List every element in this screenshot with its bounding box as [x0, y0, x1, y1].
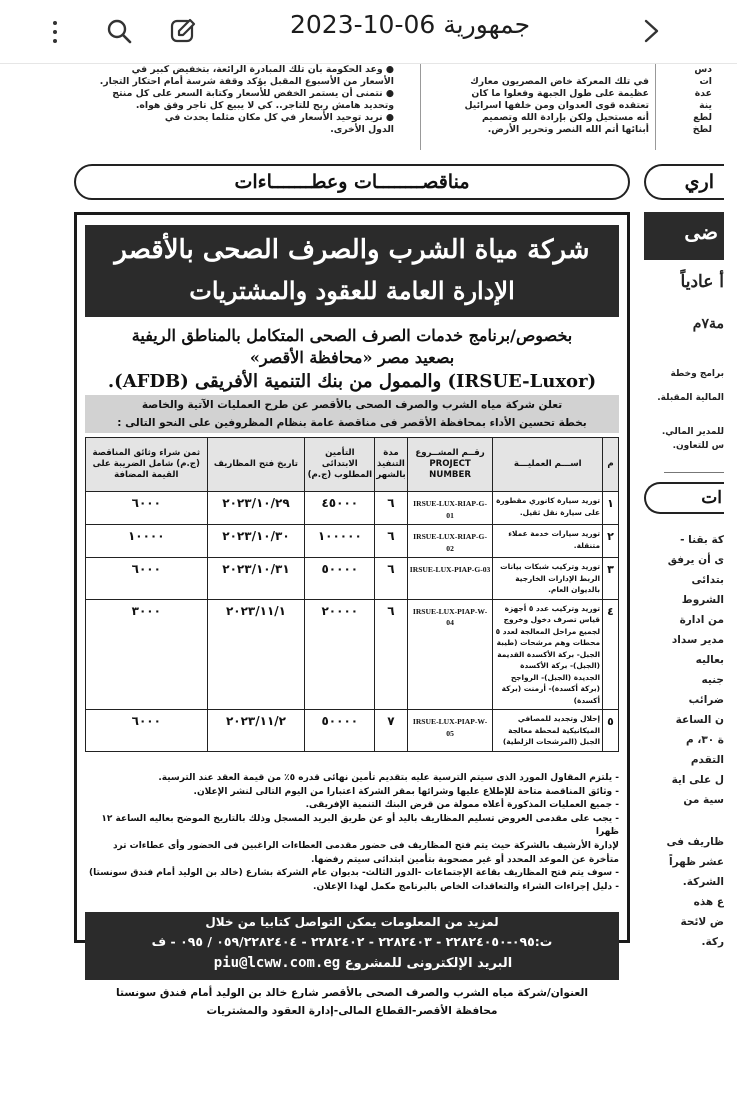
back-arrow-icon[interactable] — [636, 16, 666, 46]
table-cell: ١٠٠٠٠ — [86, 525, 208, 558]
more-vert-icon[interactable] — [48, 18, 62, 46]
right-line: المالية المقبلة. — [657, 393, 724, 403]
terms-item: - يجب على مقدمى العروض تسليم المظاريف باليد أو عن طريق البريد المسجل وذلك بالتاريخ الموضح بعاليه الساعة ١٢ ظهرا — [101, 813, 619, 838]
text-line: أبنائها أتم الله النصر وتحرير الأرض. — [487, 124, 649, 135]
right-body-line: مدير سداد — [671, 634, 724, 646]
email-link[interactable]: piu@lcww.com.eg — [213, 955, 341, 971]
column-header: رقــم المشــروع PROJECT NUMBER — [407, 438, 493, 492]
ad-subject — [85, 325, 619, 395]
right-body-line: ظاريف فى — [666, 836, 724, 848]
subject-line: بصعيد مصر «محافظة الأقصر» — [249, 348, 455, 367]
text-line: ات — [699, 76, 712, 87]
table-cell: ٥٠٠٠٠ — [305, 558, 375, 600]
column-header: اســـم العمليـــة — [493, 438, 603, 492]
right-body-line: ة ٣٠، م — [685, 734, 724, 746]
text-line: الأسعار من الأسبوع المقبل يؤكد وقفة شرسة أمام احتكار التجار. — [99, 76, 394, 87]
table-cell: ٧ — [375, 710, 407, 752]
table-row — [86, 599, 619, 710]
table-cell: ٣٠٠٠ — [86, 599, 208, 710]
table-cell: ٢٠٠٠٠ — [305, 599, 375, 710]
right-body-line: ركة. — [701, 936, 724, 948]
app-bar — [0, 0, 737, 64]
subject-line: بخصوص/برنامج خدمات الصرف الصحى المتكامل بالمناطق الريفية — [131, 326, 573, 345]
right-line: للمدير المالي. — [661, 427, 724, 437]
right-body-line: جنيه — [701, 674, 724, 686]
top-column-middle — [420, 64, 656, 150]
text-line: تعتقده قوى العدوان ومن خلفها اسرائيل — [464, 100, 649, 111]
table-cell: ٤٥٠٠٠ — [305, 492, 375, 525]
right-line: س للتعاون. — [672, 441, 724, 451]
address-line: محافظة الأقصر-القطاع المالى-إدارة العقود والمشتريات — [206, 1005, 498, 1017]
column-header: م — [603, 438, 619, 492]
table-cell: ٣ — [603, 558, 619, 600]
table-cell: ٢٠٢٣/١١/٢ — [207, 710, 305, 752]
table-cell: ٦٠٠٠ — [86, 492, 208, 525]
right-body-line: ى أن يرفق — [667, 554, 724, 566]
search-icon[interactable] — [104, 16, 134, 46]
table-cell: ٤ — [603, 599, 619, 710]
text-line: لطخ — [692, 124, 712, 135]
contact-heading: لمزيد من المعلومات يمكن التواصل كتابيا من خلال — [205, 915, 499, 929]
contact-box — [85, 912, 619, 980]
table-row — [86, 710, 619, 752]
company-name: شركة مياة الشرب والصرف الصحى بالأقصر — [114, 235, 590, 265]
contact-phones: ت:٠٩٥-٢٢٨٢٤٠٥٠ - ٢٢٨٢٤٠٣ - ٢٢٨٢٤٠٢ - ٠٥٩/٢٢٨٢٤٠٤ / ٠٩٥ - ف — [151, 934, 553, 949]
table-cell: ٦ — [375, 558, 407, 600]
text-line: وتحديد هامش ربح للتاجر.. كي لا يبيع كل تاجر وفق هواه. — [135, 100, 394, 111]
right-body-line: من ادارة — [679, 614, 724, 626]
right-body-line: ضرائب — [688, 694, 724, 706]
contact-email-row — [85, 952, 619, 975]
right-body-line: بعاليه — [695, 654, 724, 666]
text-line: أنه مستحيل ولكن بإرادة الله وتصميم — [482, 112, 649, 123]
table-cell: ٦ — [375, 492, 407, 525]
right-body-line: سية من — [683, 794, 724, 806]
terms-item: - جميع العمليات المذكورة أعلاه ممولة من قرض البنك التنمية الإفريقى. — [305, 800, 619, 811]
section-header: مناقصــــــــات وعطـــــــاءات — [74, 164, 630, 200]
right-body-line: بتدائى — [691, 574, 724, 586]
right-body-line: كة بقنا - — [680, 534, 724, 546]
text-line: ● وعد الحكومة بأن تلك المبادرة الرائعة، بتخفيض كبير في — [131, 64, 394, 75]
terms-item: - يلتزم المقاول المورد الذى سيتم الترسية عليه بتقديم تأمين نهائى قدره ٥٪ من قيمة العقد عند الترسية. — [158, 773, 619, 783]
text-line: عظيمة على طول الجبهة وفعلوا ما كان — [471, 88, 649, 99]
table-cell: ٦ — [375, 525, 407, 558]
text-line: ● نريد توحيد الأسعار في كل مكان مثلما يحدث في — [164, 112, 394, 123]
right-line: برامج وخطة — [670, 369, 724, 379]
table-cell: ٥٠٠٠٠ — [305, 710, 375, 752]
column-header: مدة التنفيذ بالشهر — [375, 438, 407, 492]
table-cell: ٢٠٢٣/١٠/٣٠ — [207, 525, 305, 558]
table-cell: توريد وتركيب شبكات بيانات الربط الإدارات الخارجية بالديوان العام. — [493, 558, 603, 600]
newspaper-page[interactable] — [0, 64, 737, 1106]
tender-ad — [74, 212, 630, 1017]
table-cell: ٦٠٠٠ — [86, 558, 208, 600]
table-cell: ٢٠٢٣/١١/١ — [207, 599, 305, 710]
table-cell: إحلال وتجديد للمصافي الميكانيكية لمحطة معالجة الجبل (المرشحات الزلطية) — [493, 710, 603, 752]
table-cell: توريد سيارة كانوري مقطورة على سيارة نقل ثقيل. — [493, 492, 603, 525]
terms-list — [85, 772, 619, 894]
text-line: لطع — [693, 112, 712, 123]
terms-item: متأخرة عن الموعد المحدد أو غير مصحوبة بتأمين ابتدائى سيتم رفضها. — [310, 854, 619, 865]
table-cell: IRSUE-LUX-PIAP-W-05 — [407, 710, 493, 752]
table-cell: ٢٠٢٣/١٠/٢٩ — [207, 492, 305, 525]
table-cell: ٢ — [603, 525, 619, 558]
terms-item: - دليل إجراءات الشراء والتعاقدات الخاص بالبرنامج مكمل لهذا الإعلان. — [313, 881, 619, 892]
section-header-right: اري — [644, 164, 724, 200]
table-cell: IRSUE-LUX-RIAP-G-02 — [407, 525, 493, 558]
table-row — [86, 525, 619, 558]
top-column-left — [72, 64, 394, 150]
top-column-right — [672, 64, 712, 150]
table-cell: ١ — [603, 492, 619, 525]
department-name: الإدارة العامة للعقود والمشتريات — [189, 276, 515, 305]
right-body-line: ل على اية — [671, 774, 724, 786]
right-body-line: التقدم — [690, 754, 724, 766]
column-header: ثمن شراء وثائق المناقصة (ج.م) شامل الضريبة على القيمة المضافة — [86, 438, 208, 492]
text-line: دس — [694, 64, 712, 75]
text-line: ينة — [699, 100, 712, 111]
table-cell: ٢٠٢٣/١٠/٣١ — [207, 558, 305, 600]
right-section-pill: ات — [644, 482, 724, 514]
text-line: ● نتمنى أن يستمر الخفض للأسعار وكتابة السعر على كل منتج — [112, 88, 394, 99]
right-body-line: الشركة. — [682, 876, 724, 888]
text-line: عدة — [694, 88, 712, 99]
address-line: العنوان/شركة مياه الشرب والصرف الصحى بالأقصر شارع خالد بن الوليد أمام فندق سونستا — [116, 987, 588, 999]
table-cell: ٥ — [603, 710, 619, 752]
right-body-line: عشر ظهراً — [669, 856, 724, 868]
edit-icon[interactable] — [168, 16, 198, 46]
right-body-line: الشروط — [681, 594, 724, 606]
right-column — [644, 212, 724, 992]
terms-item: - سوف يتم فتح المظاريف بقاعة الإجتماعات -الدور الثالث- بديوان عام الشركة بشارع (خالد بن الوليد أمام فندق سونستا) — [89, 868, 619, 879]
table-row — [86, 492, 619, 525]
address-block — [85, 984, 619, 1020]
subject-line: (IRSUE-Luxor) والممول من بنك التنمية الأفريقى (AFDB). — [107, 371, 597, 392]
ad-intro — [85, 395, 619, 433]
text-line: الدول الأخرى. — [330, 124, 394, 135]
terms-item: - وثائق المناقصة متاحة للإطلاع عليها وشرائها بمقر الشركة اعتبارا من اليوم التالى لنشر الإعلان. — [193, 786, 619, 797]
right-body-line: ع هذه — [693, 896, 724, 908]
column-header: التأمين الابتدائى المطلوب (ج.م) — [305, 438, 375, 492]
table-cell: ٦٠٠٠ — [86, 710, 208, 752]
table-cell: IRSUE-LUX-PIAP-W-04 — [407, 599, 493, 710]
intro-line: بخطة تحسين الأداء بمحافظة الأقصر فى مناقصة عامة بنظام المظروفين على النحو التالى : — [117, 417, 587, 429]
right-body-line: ن الساعة — [675, 714, 724, 726]
table-row — [86, 558, 619, 600]
ad-header — [85, 225, 619, 317]
tender-table — [85, 437, 619, 752]
table-cell: توريد سيارات خدمة عملاء متنقلة. — [493, 525, 603, 558]
table-header-row — [86, 438, 619, 492]
table-cell: IRSUE-LUX-PIAP-G-03 — [407, 558, 493, 600]
right-dark-heading: ضى — [644, 212, 724, 260]
right-date: مة٧م — [692, 316, 724, 332]
right-heading: أ عادياً — [680, 272, 724, 292]
intro-line: تعلن شركة مياه الشرب والصرف الصحى بالأقصر عن طرح العمليات الآتية والخاصة — [141, 399, 563, 411]
column-header: تاريخ فتح المظاريف — [207, 438, 305, 492]
divider — [664, 472, 724, 473]
right-body-line: ض لائحة — [680, 916, 724, 928]
table-cell: ١٠٠٠٠٠ — [305, 525, 375, 558]
email-label: البريد الإلكترونى للمشروع — [344, 956, 513, 971]
terms-item: لإدارة الأرشيف بالشركة حيث يتم فتح المظاريف فى حضور مقدمى العطاءات الراغبين فى الحضور وأى عطاءات ترد — [112, 840, 619, 851]
page-title: جمهورية 06-10-2023 — [290, 10, 531, 39]
table-cell: ٦ — [375, 599, 407, 710]
text-line: في تلك المعركة خاض المصريون معارك — [470, 76, 649, 87]
text-line — [427, 64, 649, 76]
table-cell: IRSUE-LUX-RIAP-G-01 — [407, 492, 493, 525]
table-cell: توريد وتركيب عدد ٥ أجهزة قياس تصرف دخول وخروج لجميع مراحل المعالجة لعدد ٥ محطات وهم مرشحات (طيبة الجبل- بركة الأكسدة القديمة (الجبل)- بركة الأكسدة الجديدة (الجبل)- الرواجح (بركة أكسدة)- أرمنت (بركة أكسدة) — [493, 599, 603, 710]
